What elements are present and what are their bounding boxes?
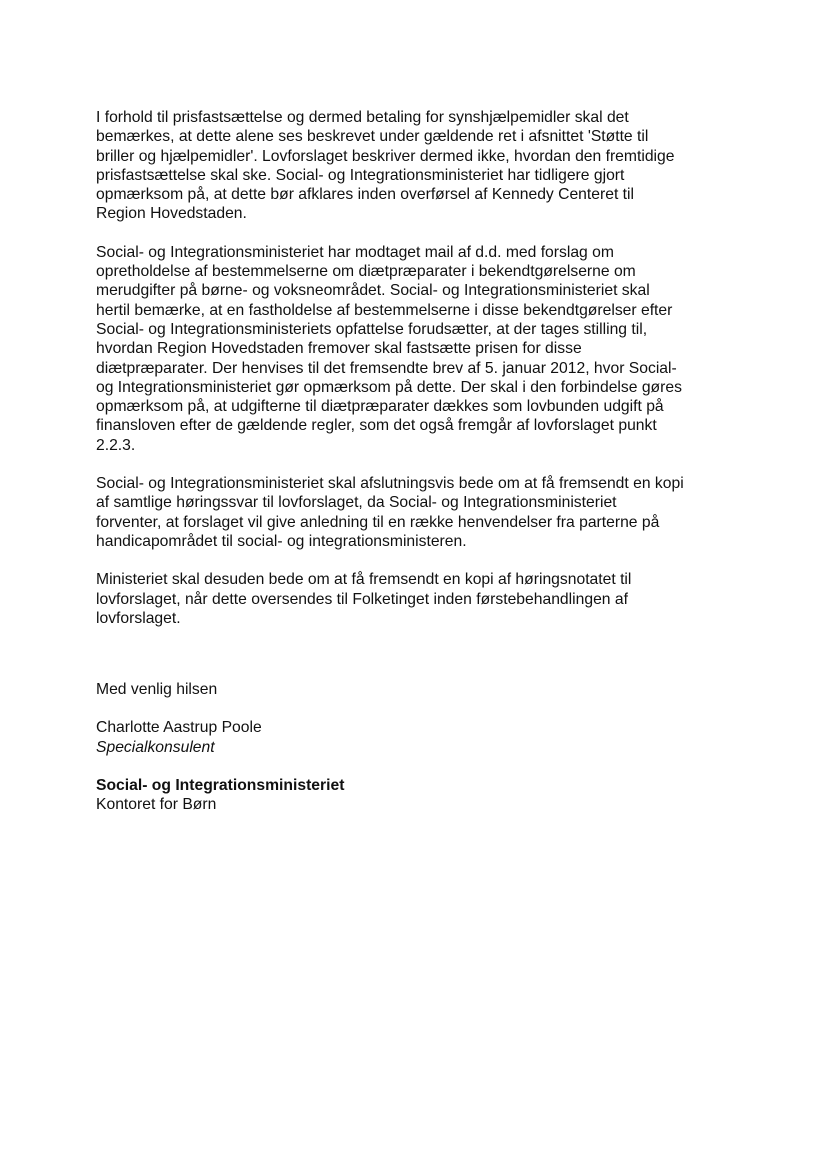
text-line: Social- og Integrationsministeriet skal afslutningsvis bede om at få fremsendt en kopi	[96, 475, 684, 493]
text-line: lovforslaget, når dette oversendes til Folketinget inden førstebehandlingen af	[96, 590, 628, 608]
text-line: hertil bemærke, at en fastholdelse af bestemmelserne i disse bekendtgørelser efter	[96, 301, 673, 319]
signer-name: Charlotte Aastrup Poole	[96, 719, 262, 737]
text-line: I forhold til prisfastsættelse og dermed betaling for synshjælpemidler skal det	[96, 109, 629, 126]
paragraph-hearing-note	[96, 570, 736, 628]
text-line: handicapområdet til social- og integrationsministeren.	[96, 532, 467, 550]
signature-block	[96, 718, 736, 757]
text-line: merudgifter på børne- og voksneområdet. Social- og Integrationsministeriet skal	[96, 282, 650, 300]
text-line: opretholdelse af bestemmelserne om diætpræparater i bekendtgørelserne om	[96, 263, 636, 281]
text-line: opmærksom på, at udgifterne til diætpræparater dækkes som lovbunden udgift på	[96, 398, 664, 416]
text-line: diætpræparater. Der henvises til det fremsendte brev af 5. januar 2012, hvor Social-	[96, 359, 677, 377]
text-line: Social- og Integrationsministeriets opfattelse forudsætter, at der tages stilling til,	[96, 320, 648, 338]
text-line: af samtlige høringssvar til lovforslaget, da Social- og Integrationsministeriet	[96, 494, 617, 512]
text-line: bemærkes, at dette alene ses beskrevet under gældende ret i afsnittet 'Støtte til	[96, 128, 649, 146]
text-line: hvordan Region Hovedstaden fremover skal fastsætte prisen for disse	[96, 340, 582, 358]
department-name: Kontoret for Børn	[96, 796, 217, 814]
sender-organization-block	[96, 776, 736, 815]
paragraph-diet-preparations	[96, 243, 736, 455]
text-line: 2.2.3.	[96, 436, 136, 454]
text-line: prisfastsættelse skal ske. Social- og Integrationsministeriet har tidligere gjort	[96, 166, 625, 184]
letter-body	[96, 108, 736, 815]
text-line: briller og hjælpemidler'. Lovforslaget beskriver dermed ikke, hvordan den fremtidige	[96, 147, 675, 165]
paragraph-hearing-responses	[96, 474, 736, 551]
text-line: Ministeriet skal desuden bede om at få fremsendt en kopi af høringsnotatet til	[96, 571, 632, 589]
text-line: og Integrationsministeriet gør opmærksom på dette. Der skal i den forbindelse gøres	[96, 378, 682, 396]
closing-greeting: Med venlig hilsen	[96, 681, 218, 699]
text-line: finansloven efter de gældende regler, som det også fremgår af lovforslaget punkt	[96, 417, 657, 435]
signer-title: Specialkonsulent	[96, 738, 215, 756]
text-line: lovforslaget.	[96, 609, 181, 627]
organization-name: Social- og Integrationsministeriet	[96, 777, 345, 795]
text-line: Region Hovedstaden.	[96, 205, 247, 223]
paragraph-pricing	[96, 108, 736, 224]
text-line: opmærksom på, at dette bør afklares inden overførsel af Kennedy Centeret til	[96, 186, 634, 204]
text-line: forventer, at forslaget vil give anledning til en række henvendelser fra parterne på	[96, 513, 660, 531]
text-line: Social- og Integrationsministeriet har modtaget mail af d.d. med forslag om	[96, 243, 614, 261]
